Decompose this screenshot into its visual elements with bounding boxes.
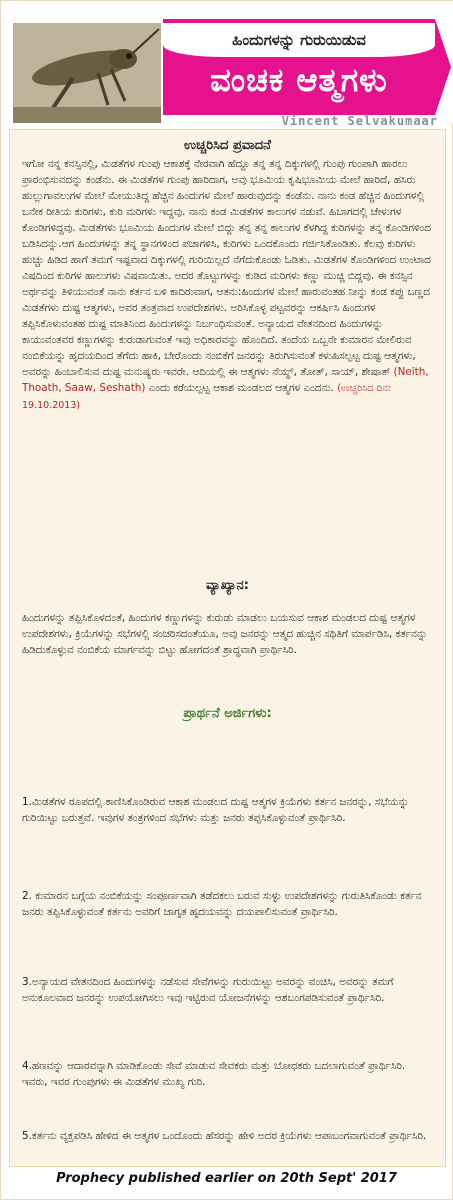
title-banner [163,19,435,115]
prayer-point-3: 3.ಅನ್ಯಾಯದ ವೇತನದಿಂದ ಹಿಂದುಗಳನ್ನು ನಡೆಸುವ ಸೇವೆಗಳನ್ನು ಗುರುಯಿಟ್ಟು ಅವರನ್ನು ವಂಚಿಸಿ, ಅವರನ್ನು ತಮಗೆ ಅನುಕೂಲವಾದ ಜನರನ್ನು ಉಪಯೋಗಿಸಲು ಇವು ಇಟ್ಟಿರುವ ಯೋಜನೆಗಳನ್ನು ಆಶಬಂಗಪಡಿಸುವಂತೆ ಪ್ರಾರ್ಥಿಸಿರಿ. [22,976,394,1004]
prayer-point-5: 5.ಕರ್ತನು ವ್ಯಕ್ತಪಡಿಸಿ ಹೇಳಿದ ಈ ಆತ್ಮಗಳ ಒಂದೊಂದು ಹೆಸರನ್ನು ಹೇಳಿ ಅದರ ಕ್ರಿಯೆಗಳು ಆಪಾಬಂಗವಾಗುವಂತೆ ಪ್ರಾರ್ಥಿಸಿರಿ. [22,1130,427,1142]
spirit-names: (Neith, Thoath, Saaw, Seshath) [22,366,429,394]
prophecy-date: (ಉಚ್ಚರಿಸಿದ ದಿನ: 19.10.2013) [22,383,391,411]
banner [1,1,453,128]
prophecy-text: ಇಗೋ ನನ್ನ ಕನಸ್ಸಿನಲ್ಲಿ, ಮಿಡತೆಗಳ ಗುಂಪು ಆಕಾಶಕ್ಕೆ ನೇರವಾಗಿ ಹೆದ್ದೂ ತನ್ನ ತನ್ನ ದಿಕ್ಕುಗಳಲ್ಲಿ ಗುಂಪು ಗುಂಪಾಗಿ ಹಾರಲು ಪ್ರಾರಂಭಿಸುವದನ್ನು ಕಂಡೆನು. ಈ ಮಿಡತೆಗಳ ಗುಂಪು ಹಾರಿದಾಗ, ಅವು ಭೂಮಿಯ ಕೃಷಿಭೂಮಿಯ ಮೇಲೆ ಹಾರಿದೆ, ಹಸಿರು ಹುಲ್ಲುಗಾವಲುಗಳ ಮೇಲೆ ಮೇಯುತಿದ್ದ ಹೆಚ್ಚಿನ ಹಿಂದುಗಳ ಮೇಲೆ ಹಾರುವುದನ್ನು ಕಂಡೆನು. ನಾನು ಕಂಡ ಹೆಚ್ಚಿನ ಹಿಂದುಗಳಲ್ಲಿ ಬನೇಕ ರೀತಿಯ ಕುರಿಗಳು, ಕುರಿ ಮರಿಗಳು ಇದ್ದವು. ನಾನು ಕಂಡ ಮಿಡತೆಗಳ ಕಾಲುಗಳ ನಡುವೆ. ಹಿಬಾಗದಲ್ಲಿ ಚೇಳುಗಳ ಕೊಂಡಿಗಳಿದ್ದವು. ಮಿಡತೆಗಳು ಭೂಮಿಯ ಹಿಂದುಗಳ ಮೇಲೆ ಬಿದ್ದು ತನ್ನ ತನ್ನ ಕಾಲುಗಳ ಕೆಳಗಿದ್ದ ಕುರಿಗಳನ್ನು ತನ್ನ ಕೊಂಡಿಗಳಿಂದ ಬಡಿಸಿದನ್ನು.ಆಗ ಹಿಂದುಗಳನ್ನು ತನ್ನ ಸ್ಥಾನಗಳಿಂದ ಪಚಾಗಳಿಸಿ, ಕುರಿಗಳು ಒಂದಕೊಂದು ಗರ್ಜಿಸಿಕೊಂಡಿತು. ಕೆಲವು ಕುರಿಗಳು ಹುಚ್ಚು ಹಿಡಿದ ಹಾಗೆ ತಮಗೆ ಇಷ್ಟವಾದ ದಿಕ್ಕುಗಳಲ್ಲಿ ಗುರಿಯಿಲ್ಲದೆ ನೆಗೆದುಕೊಂಡು ಓಡಿತು. ಮಿಡತೆಗಳ ಕೊಂಡಿಗಳಿಂದ ಉಂಟಾದ ವಿಷದಿಂದ ಕುರಿಗಳ ಹಾಲುಗಳು ವಿಷವಾಯಿತು. ಅದರ ತೊಟ್ಟುಗಳನ್ನು ಕುಡಿದ ಮರಿಗಳು ಕಣ್ಣು ಮುಚ್ಚಿ ಬಿದ್ದವು. ಈ ಕನಸ್ಸಿನ ಅರ್ಥವನ್ನು ತಿಳಿಯುವಂತೆ ನಾನು ಕರ್ತನ ಬಳಿ ಕಾದಿರುವಾಗ, ಆತನು:ಹಿಂದುಗಳ ಮೇಲೆ ಹಾರುವಂತಹ ನೀನ್ನು ಕಂಡ ಕಪ್ಪು ಬಣ್ಣದ ಮಿಡತೆಗಳು ದುಷ್ಟ ಆತ್ಮಗಳು, ಅವರ ತಂತ್ರವಾದ ಉಪದೇಶಗಳು. ಅರಿಸಿಕೊಳ್ಳ ಪಟ್ಟವರನ್ನು ಆಕರ್ಷಿಸಿ ಹಿಂದುಗಳ ತಪ್ಪಿಸಿಕೊಳುವಂತಹ ದುಷ್ಟ ಮಾತಿನಿಂದ ಹಿಂದುಗಳನ್ನು ನಿರ್ಬಂಧಿಸುವಂತೆ. ಅನ್ಯಾಯದ ವೇತನದಿಂದ ಹಿಂದುಗಳನ್ನು ಕಾಯುವಂತವರ ಕಣ್ಣುಗಳನ್ನು ಕುರುಡಾಗುವಂತೆ ಇವು ಅಧಿಕಾರವನ್ನು ಹೊಂದಿದೆ. ತಂದೆಯ ಒಬ್ಬನೇ ಕುಮಾರನ ಮೇಲಿರುವ ನಂಬಿಕೆಯನ್ನು ಹೃದಯದಿಂದ ತೆಗೆದು ಹಾಕಿ, ಬೇರೊಂದು ನಂಬಿಕೆಗೆ ಜನರನ್ನು ತಿರುಗಿಸುವಂತೆ ಕಳುಹಿಸಲ್ಪಟ್ಟ ದುಷ್ಟ ಆತ್ಮಗಳು, ಅವರನ್ನು ಹಿಂಬಾಲಿಸುವ ದುಷ್ಟ ಮನುಷ್ಯರು ಇವರೇ. ಆದಿಯಲ್ಲಿ ಈ ಆತ್ಮಗಳು ನೆಯ್ಥ್, ತೋತ್, ಸಾಯ್, ಶೇಷಾತ್ [22,158,431,378]
interpretation-body: ಹಿಂದುಗಳನ್ನು ತಪ್ಪಿಸಿಕೊಳದಂತೆ, ಹಿಂದುಗಳ ಕಣ್ಣುಗಳನ್ನು ಕುರುಡು ಮಾಡಲು ಬಯಸುವ ಆಕಾಶ ಮಂಡಲದ ದುಷ್ಟ ಆತ್ಮಗಳ ಉಪದೇಶಗಳು, ಕ್ರಿಯೆಗಳನ್ನು ಸಭೆಗಳಲ್ಲಿ ಸಂಚರಿಸದಂತೆಯೂ, ಅವು ಜನರನ್ನು ಆತ್ಮದ ಹುಚ್ಚಿನ ಸಥಿತಿಗೆ ಮಾರ್ಪಡಿಸಿ, ಕರ್ತನನ್ನು ಹಿಡಿದುಕೊಳ್ಳುವ ನಂಬಿಕೆಯ ಮಾರ್ಗವನ್ನು ಬಿಟ್ಟು ಹೋಗದಂತೆ ಶ್ರಾದ್ಧವಾಗಿ ಪ್ರಾರ್ಥಿಸಿರಿ. [22,612,428,656]
section-heading-prayer: ಪ್ರಾರ್ಥನೆ ಅರ್ಜಿಗಳು: [183,706,272,721]
grasshopper-icon [13,23,161,123]
grasshopper-photo [13,23,161,123]
banner-subtitle: ಹಿಂದುಗಳನ್ನು ಗುರುಯಿಡುವ [232,31,366,49]
content-box [9,129,446,1167]
section-heading-interpretation: ವ್ಯಾಖ್ಯಾನ: [205,578,249,593]
prophecy-tail: ಎಂದು ಕರೆಯಲ್ಪಟ್ಟ ಆಕಾಶ ಮಂಡಲದ ಆತ್ಮಗಳ ಎಂದನು. [148,382,334,394]
banner-title: ವಂಚಕ ಆತ್ಮಗಳು [210,61,388,99]
prayer-point-4: 4.ಹಣವನ್ನು ಆದಾರವನ್ನಾಗಿ ಮಾಡಿಕೊಂಡು ಸೇವೆ ಮಾಡುವ ಸೇವಕರು ಮತ್ತು ಬೋಧಕರು ಬದಲಾಗುವಂತೆ ಪ್ರಾರ್ಥಿಸಿರಿ. ಇವರು, ಇವರ ಗುಂಪುಗಳು ಈ ಮಿಡತೆಗಳ ಮುಖ್ಯ ಗುರಿ. [22,1060,406,1088]
footer-note: Prophecy published earlier on 20th Sept' 2017 [56,1171,397,1186]
author-name: Vincent Selvakumaar [281,114,438,128]
prophecy-body [22,156,433,414]
section-heading-prophecy: ಉಚ್ಚರಿಸಿದ ಪ್ರವಾದನೆ [184,138,271,153]
prayer-point-2: 2. ಕುಮಾರನ ಬಗ್ಗೆಯ ನಂಬಿಕೆಯನ್ನು ಸಂಪೂರ್ಣವಾಗಿ ತಡೆದಕಲು ಬರುವ ಸುಳ್ಳು ಉಪದೇಶಗಳನ್ನು ಗುರುತಿಸಿಕೊಂಡು ಕರ್ತನ ಜನರು ತಪ್ಪಿಸಿಕೊಳ್ಳುವಂತೆ ಕರ್ತನು ಅವರಿಗೆ ಜಾಗೃತ ಹೃದಯವನ್ನು ದಯಪಾಲಿಸುವಂತೆ ಪ್ರಾರ್ಥಿಸಿರಿ. [22,890,422,918]
prayer-point-1: 1.ಮಿಡತೆಗಳ ರೂಪದಲ್ಲಿ ಕಾಣಿಸಿಕೊಂಡಿರುವ ಆಕಾಶ ಮಂಡಲದ ದುಷ್ಟ ಆತ್ಮಗಳ ಕ್ರಿಯೆಗಳು ಕರ್ತನ ಜನರನ್ನು, ಸಭೆಯನ್ನು ಗುರಿಯಿಟ್ಟು ಬರುತ್ತವೆ. ಇವುಗಳ ತಂತ್ರಗಳಿಂದ ಸಭೆಗಳು ಮತ್ತು ಜನರು ತಪ್ಪಸಿಕೊಳ್ಳುವಂತೆ ಪ್ರಾರ್ಥಿಸಿರಿ. [22,796,410,824]
